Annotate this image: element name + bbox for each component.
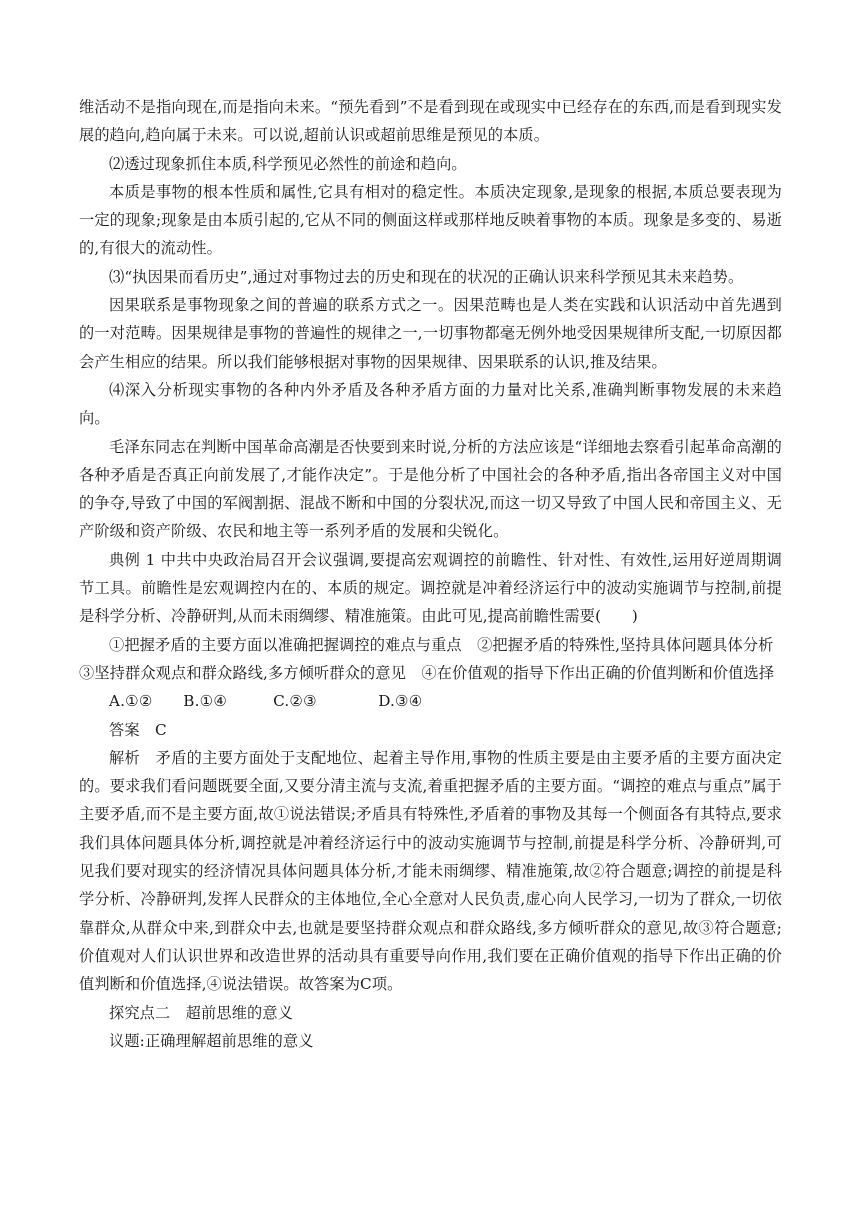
topic-line: 议题:正确理解超前思维的意义 [109, 1031, 314, 1050]
question-options-line-1: ①把握矛盾的主要方面以准确把握调控的难点与重点 ②把握矛盾的特殊性,坚持具体问题具体分析 [109, 635, 774, 654]
section-title: 探究点二 超前思维的意义 [109, 1003, 294, 1022]
question-options-line-2: ③坚持群众观点和群众路线,多方倾听群众的意见 ④在价值观的指导下作出正确的价值判断和价值选择 [79, 663, 775, 682]
answer-choices: A.①② B.①④ C.②③ D.③④ [109, 692, 423, 711]
answer-line: 答案 C [109, 720, 167, 739]
paragraph: ⑵透过现象抓住本质,科学预见必然性的前途和趋向。 [109, 154, 467, 173]
paragraph: ⑷深入分析现实事物的各种内外矛盾及各种矛盾方面的力量对比关系,准确判断事物发展的未来趋向。 [79, 380, 782, 428]
paragraph: 本质是事物的根本性质和属性,它具有相对的稳定性。本质决定现象,是现象的根据,本质总要表现为一定的现象;现象是由本质引起的,它从不同的侧面这样或那样地反映着事物的本质。现象是多变的、易逝的,有很大的流动性。 [79, 182, 782, 258]
document-body [79, 93, 782, 1055]
paragraph: 维活动不是指向现在,而是指向未来。“预先看到”不是看到现在或现实中已经存在的东西,而是看到现实发展的趋向,趋向属于未来。可以说,超前认识或超前思维是预见的本质。 [79, 98, 782, 145]
example-question: 典例 1 中共中央政治局召开会议强调,要提高宏观调控的前瞻性、针对性、有效性,运用好逆周期调节工具。前瞻性是宏观调控内在的、本质的规定。调控就是冲着经济运行中的波动实施调节与控制,前提是科学分析、冷静研判,从而未雨绸缪、精准施策。由此可见,提高前瞻性需要( ) [79, 550, 782, 626]
analysis-paragraph: 解析 矛盾的主要方面处于支配地位、起着主导作用,事物的性质主要是由主要矛盾的主要方面决定的。要求我们看问题既要全面,又要分清主流与支流,着重把握矛盾的主要方面。“调控的难点与重点”属于主要矛盾,而不是主要方面,故①说法错误;矛盾具有特殊性,矛盾着的事物及其每一个侧面各有其特点,要求我们具体问题具体分析,调控就是冲着经济运行中的波动实施调节与控制,前提是科学分析、冷静研判,可见我们要对现实的经济情况具体问题具体分析,才能未雨绸缪、精准施策,故②符合题意;调控的前提是科学分析、冷静研判,发挥人民群众的主体地位,全心全意对人民负责,虚心向人民学习,一切为了群众,一切依靠群众,从群众中来,到群众中去,也就是要坚持群众观点和群众路线,多方倾听群众的意见,故③符合题意;价值观对人们认识世界和改造世界的活动具有重要导向作用,我们要在正确价值观的指导下作出正确的价值判断和价值选择,④说法错误。故答案为C项。 [79, 748, 782, 994]
paragraph: 毛泽东同志在判断中国革命高潮是否快要到来时说,分析的方法应该是“详细地去察看引起革命高潮的各种矛盾是否真正向前发展了,才能作决定”。于是他分析了中国社会的各种矛盾,指出各帝国主义对中国的争夺,导致了中国的军阀割据、混战不断和中国的分裂状况,而这一切又导致了中国人民和帝国主义、无产阶级和资产阶级、农民和地主等一系列矛盾的发展和尖锐化。 [79, 437, 782, 541]
paragraph: 因果联系是事物现象之间的普遍的联系方式之一。因果范畴也是人类在实践和认识活动中首先遇到的一对范畴。因果规律是事物的普遍性的规律之一,一切事物都毫无例外地受因果规律所支配,一切原因都会产生相应的结果。所以我们能够根据对事物的因果规律、因果联系的认识,推及结果。 [79, 296, 782, 371]
paragraph: ⑶“执因果而看历史”,通过对事物过去的历史和现在的状况的正确认识来科学预见其未来趋势。 [109, 267, 744, 286]
